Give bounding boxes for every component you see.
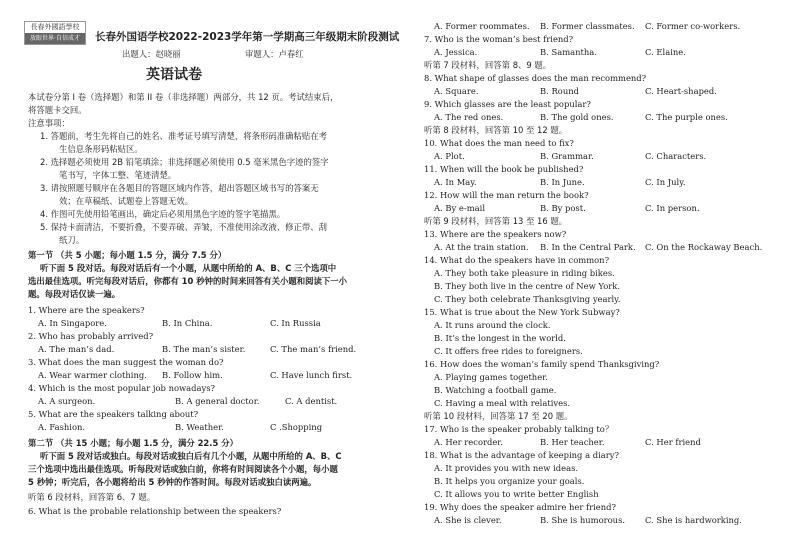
option-a: A. Fashion. [38, 422, 86, 432]
option-a: A. In May. [434, 177, 477, 187]
logo-text-bottom: 放眼世界·自信成才 [25, 33, 85, 44]
question: 14. What do the speakers have in common? [424, 255, 610, 265]
option-a: A. The red ones. [434, 112, 504, 122]
option-b: B. By post. [540, 203, 586, 213]
section-directions: 题。每段对话仅读一遍。 [28, 289, 121, 299]
option-c: C. Have lunch first. [270, 370, 353, 380]
question: 18. What is the advantage of keeping a diary? [424, 450, 619, 460]
option-b: B. In June. [540, 177, 585, 187]
exam-title: 长春外国语学校2022-2023学年第一学期高三年级期末阶段测试 [95, 31, 400, 43]
option-a: A. Former roommates. [434, 21, 530, 31]
notice-item: 2. 选择题必须使用 2B 铅笔填涂；非选择题必须使用 0.5 毫米黑色字迹的签字 [40, 157, 329, 167]
option-c: C. In July. [645, 177, 686, 187]
option-a: A. At the train station. [434, 242, 529, 252]
option-b: B. Samantha. [540, 47, 597, 57]
option-b: B. A general doctor. [175, 396, 260, 406]
intro-line: 将答题卡交回。 [28, 105, 87, 115]
question: 8. What shape of glasses does the man recommend? [424, 73, 647, 83]
option-c: C. She is hardworking. [645, 515, 742, 525]
option-c: C. Heart-shaped. [645, 86, 717, 96]
option-a: A. By e-mail [434, 203, 485, 213]
option-c: C. Having a meal with relatives. [434, 398, 571, 408]
option-c: C. Her friend [645, 437, 701, 447]
option-c: C. The man’s friend. [270, 344, 357, 354]
notice-item: 3. 请按照题号顺序在各题目的答题区域内作答，超出答题区域书写的答案无 [40, 183, 319, 193]
option-a: A. Her recorder. [434, 437, 504, 447]
passage-instruction: 听第 10 段材料，回答第 17 至 20 题。 [424, 411, 573, 421]
option-c: C. The purple ones. [645, 112, 728, 122]
reviewer-line: 审题人：卢春红 [245, 49, 304, 59]
option-b: B. Grammar. [540, 151, 594, 161]
intro-line: 本试卷分第 I 卷（选择题）和第 II 卷（非选择题）两部分，共 12 页。考试结束后， [28, 92, 339, 102]
question: 2. Who has probably arrived? [28, 331, 154, 341]
question: 13. Where are the speakers now? [424, 229, 567, 239]
section-directions: 三个选项中选出最佳选项。听每段对话或独白前，你将有时间阅读各个小题，每小题 [28, 464, 338, 474]
option-a: A. It runs around the clock. [434, 320, 551, 330]
notice-item: 笔书写，字体工整、笔迹清楚。 [59, 170, 177, 180]
option-c: C. On the Rockaway Beach. [645, 242, 763, 252]
option-c: C. They both celebrate Thanksgiving yearly. [434, 294, 621, 304]
option-a: A. Jessica. [434, 47, 478, 57]
option-b: B. Round [540, 86, 579, 96]
question: 5. What are the speakers talking about? [28, 409, 199, 419]
option-b: B. Her teacher. [540, 437, 605, 447]
option-a: A. She is clever. [434, 515, 502, 525]
option-a: A. They both take pleasure in riding bikes. [434, 268, 615, 278]
passage-instruction: 听第 8 段材料，回答第 10 至 12 题。 [424, 125, 568, 135]
option-a: A. Playing games together. [434, 372, 548, 382]
option-c: C .Shopping [270, 422, 323, 432]
option-a: A. In Singapore. [38, 318, 107, 328]
subject-title: 英语试卷 [146, 67, 202, 83]
question: 10. What does the man need to fix? [424, 138, 574, 148]
option-c: C. Elaine. [645, 47, 686, 57]
option-b: B. Follow him. [162, 370, 223, 380]
question: 11. When will the book be published? [424, 164, 584, 174]
option-b: B. It helps you organize your goals. [434, 476, 585, 486]
option-b: B. Watching a football game. [434, 385, 557, 395]
option-c: C. It offers free rides to foreigners. [434, 346, 583, 356]
option-b: B. It’s the longest in the world. [434, 333, 566, 343]
option-c: C. Former co-workers. [645, 21, 741, 31]
passage-instruction: 听第 9 段材料，回答第 13 至 16 题。 [424, 216, 568, 226]
passage-instruction: 听第 7 段材料，回答第 8、9 题。 [424, 60, 552, 70]
option-b: B. Former classmates. [540, 21, 635, 31]
question: 4. Which is the most popular job nowadays? [28, 383, 216, 393]
section-directions: 听下面 5 段对话。每段对话后有一个小题，从题中所给的 A、B、C 三个选项中 [40, 263, 337, 273]
option-a: A. A surgeon. [38, 396, 96, 406]
question: 19. Why does the speaker admire her friend? [424, 502, 616, 512]
option-c: C. Characters. [645, 151, 707, 161]
option-b: B. In China. [162, 318, 213, 328]
option-a: A. Plot. [434, 151, 465, 161]
notice-heading: 注意事项： [28, 118, 70, 128]
option-b: B. The man’s sister. [162, 344, 246, 354]
question: 15. What is true about the New York Subway? [424, 307, 620, 317]
option-c: C. A dentist. [285, 396, 338, 406]
question: 9. Which glasses are the least popular? [424, 99, 591, 109]
question: 6. What is the probable relationship between the speakers? [28, 506, 282, 516]
question: 12. How will the man return the book? [424, 190, 589, 200]
option-a: A. The man’s dad. [38, 344, 115, 354]
passage-instruction: 听第 6 段材料，回答第 6、7 题。 [28, 492, 156, 502]
option-b: B. She is humorous. [540, 515, 626, 525]
notice-item: 效；在草稿纸、试题卷上答题无效。 [59, 196, 193, 206]
question: 1. Where are the speakers? [28, 305, 145, 315]
section-directions: 听下面 5 段对话或独白。每段对话或独白后有几个小题，从题中所给的 A、B、C [40, 451, 342, 461]
notice-item: 生信息条形码粘贴区。 [59, 144, 143, 154]
section-directions: 5 秒钟；听完后，各小题将给出 5 秒钟的作答时间。每段对话或独白读两遍。 [28, 477, 317, 487]
option-a: A. Wear warmer clothing. [38, 370, 147, 380]
school-logo [24, 21, 86, 45]
question: 3. What does the man suggest the woman do? [28, 357, 224, 367]
option-c: C. In person. [645, 203, 700, 213]
option-c: C. In Russia [270, 318, 321, 328]
option-b: B. They both live in the centre of New York. [434, 281, 620, 291]
notice-item: 5. 保持卡面清洁，不要折叠，不要弄破、弄皱，不准使用涂改液、修正带、刮 [40, 222, 328, 232]
author-line: 出题人：赵晓丽 [122, 49, 181, 59]
notice-item: 4. 作图可先使用铅笔画出，确定后必须用黑色字迹的签字笔描黑。 [40, 209, 286, 219]
notice-item: 纸刀。 [59, 235, 85, 245]
option-b: B. Weather. [175, 422, 224, 432]
question: 7. Who is the woman’s best friend? [424, 34, 574, 44]
notice-item: 1. 答题前，考生先将自己的姓名、准考证号填写清楚，将条形码准确粘贴在考 [40, 131, 328, 141]
option-a: A. It provides you with new ideas. [434, 463, 579, 473]
section-directions: 选出最佳选项。听完每段对话后，你都有 10 秒钟的时间来回答有关小题和阅读下一小 [28, 276, 347, 286]
option-c: C. It allows you to write better English [434, 489, 599, 499]
option-b: B. In the Central Park. [540, 242, 636, 252]
logo-text-top: 長春外國語學校 [25, 22, 85, 33]
section-heading: 第一节 （共 5 小题；每小题 1.5 分，满分 7.5 分） [28, 250, 227, 260]
question: 16. How does the woman’s family spend Thanksgiving? [424, 359, 660, 369]
section-heading: 第二节 （共 15 小题；每小题 1.5 分，满分 22.5 分） [28, 438, 238, 448]
option-b: B. The gold ones. [540, 112, 614, 122]
option-a: A. Square. [434, 86, 479, 96]
question: 17. Who is the speaker probably talking to？ [424, 424, 614, 434]
